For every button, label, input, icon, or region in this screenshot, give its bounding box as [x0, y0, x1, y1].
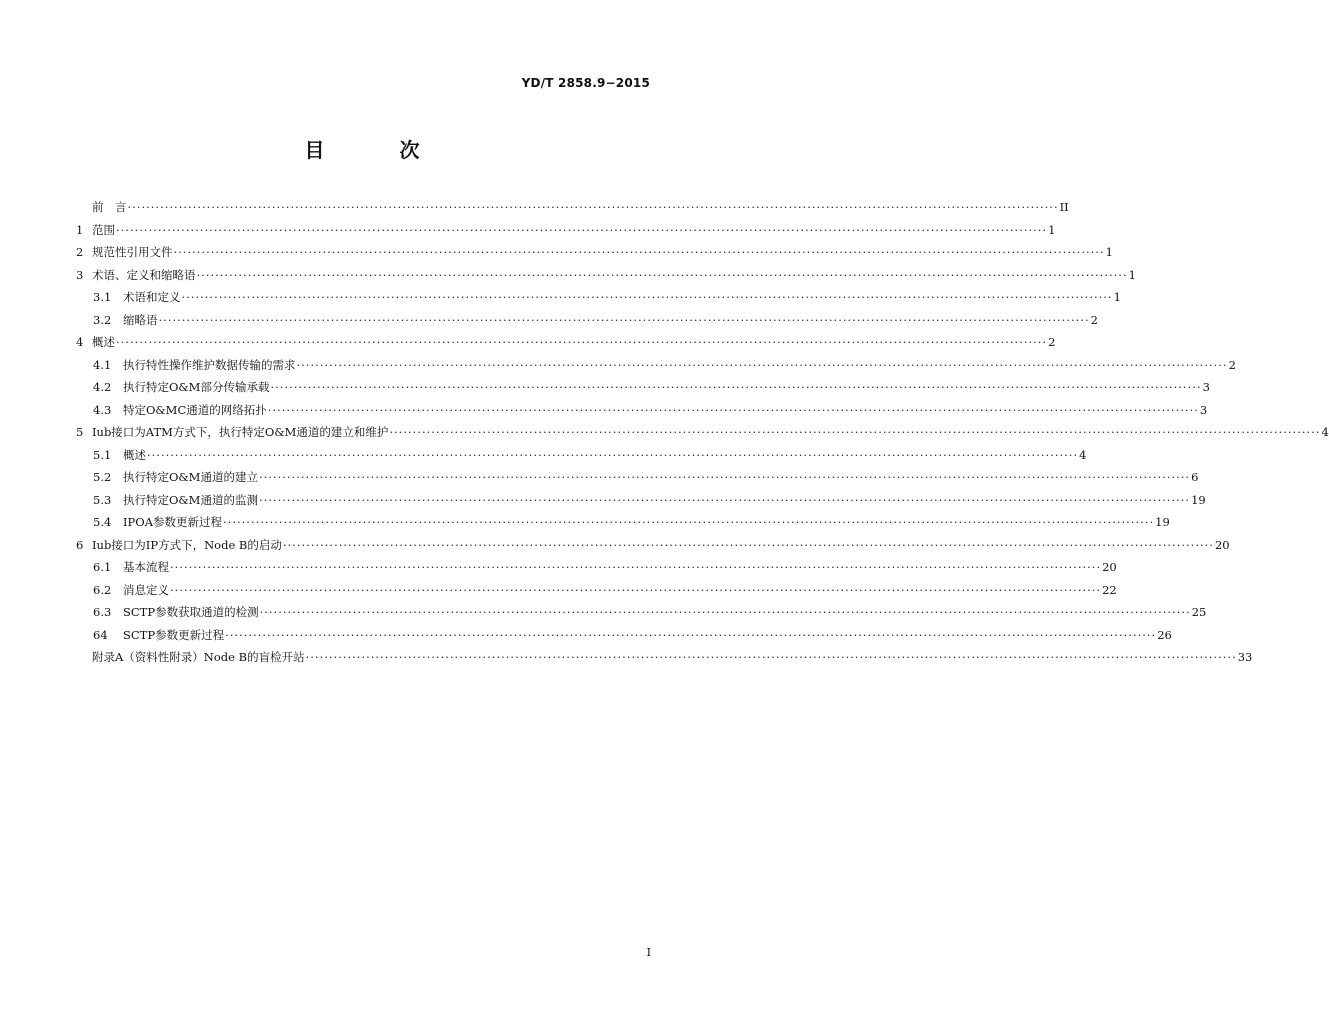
toc-entry[interactable]	[76, 402, 1208, 425]
toc-entry[interactable]	[76, 469, 1199, 492]
toc-entry-page: 1	[1105, 245, 1113, 259]
toc-entry-label: 术语和定义	[123, 290, 181, 304]
toc-entry-number: 4.2	[93, 380, 112, 394]
dot-leader: ········································································································································································································	[270, 380, 1202, 394]
toc-entry-page: 22	[1102, 582, 1117, 597]
toc-entry-page: 19	[1191, 492, 1206, 507]
toc-entry-page: 26	[1157, 627, 1172, 642]
toc-entry-page: II	[1059, 200, 1069, 214]
toc-entry-number: 5.4	[93, 515, 112, 529]
toc-entry[interactable]	[76, 244, 1113, 267]
toc-entry-label: 执行特定O&M部分传输承载	[123, 380, 270, 394]
dot-leader: ········································································································································································································	[173, 245, 1105, 259]
toc-entry[interactable]	[76, 604, 1207, 627]
toc-entry-page: 1	[1128, 267, 1136, 282]
toc-entry[interactable]	[76, 357, 1236, 380]
dot-leader: ········································································································································································································	[267, 402, 1199, 417]
toc-entry-number: 3.2	[93, 312, 112, 327]
toc-entry-page: 1	[1048, 222, 1056, 237]
toc-entry-number: 5.3	[93, 492, 112, 507]
toc-entry-label: SCTP参数获取通道的检测	[123, 605, 259, 619]
toc-entry[interactable]	[76, 559, 1117, 582]
toc-entry[interactable]	[76, 514, 1170, 537]
document-code: YD/T 2858.9−2015	[521, 76, 650, 90]
toc-entry-number: 2	[76, 245, 84, 259]
toc-entry-page: 2	[1090, 312, 1098, 327]
toc-entry[interactable]	[76, 492, 1206, 515]
toc-entry-page: 25	[1191, 605, 1207, 619]
toc-entry[interactable]	[76, 289, 1121, 312]
toc-entry-page: 2	[1228, 357, 1236, 372]
dot-leader: ········································································································································································································	[296, 357, 1228, 372]
dot-leader: ········································································································································································································	[258, 492, 1191, 507]
toc-entry-number: 3	[76, 267, 84, 282]
toc-entry-label: 执行特定O&M通道的监测	[123, 492, 258, 507]
toc-entry[interactable]	[76, 312, 1098, 335]
toc-entry[interactable]	[76, 447, 1087, 470]
dot-leader: ········································································································································································································	[258, 470, 1191, 484]
toc-entry-page: 2	[1048, 335, 1056, 349]
dot-leader: ········································································································································································································	[223, 515, 1155, 529]
dot-leader: ········································································································································································································	[116, 335, 1048, 349]
toc-entry-label: 概述	[92, 335, 115, 349]
toc-entry-label: 范围	[92, 222, 115, 237]
toc-entry[interactable]	[76, 537, 1230, 560]
toc-entry-label: 术语、定义和缩略语	[92, 267, 196, 282]
toc-entry-label: 执行特定O&M通道的建立	[123, 470, 258, 484]
toc-entry[interactable]	[76, 222, 1056, 245]
toc-entry-label: 基本流程	[123, 560, 169, 574]
toc-entry[interactable]	[76, 334, 1056, 357]
toc-entry-label: Iub接口为IP方式下，Node B的启动	[92, 537, 282, 552]
toc-entry-page: 33	[1237, 650, 1253, 664]
toc-entry-number: 5	[76, 425, 84, 439]
dot-leader: ········································································································································································································	[259, 605, 1191, 619]
toc-entry-label: 缩略语	[123, 312, 158, 327]
dot-leader: ········································································································································································································	[389, 425, 1321, 439]
toc-entry-number: 3.1	[93, 290, 112, 304]
toc-entry-number: 6.3	[93, 605, 112, 619]
page-number: I	[646, 946, 651, 959]
toc-entry-page: 4	[1079, 447, 1087, 462]
toc-entry-number: 4.3	[93, 402, 112, 417]
table-of-contents	[76, 199, 1329, 672]
toc-entry-page: 3	[1199, 402, 1208, 417]
toc-entry-page: 4	[1321, 425, 1329, 439]
toc-entry-number: 6	[76, 537, 84, 552]
toc-entry-number: 4.1	[93, 357, 112, 372]
toc-entry[interactable]	[76, 649, 1253, 672]
dot-leader: ········································································································································································································	[181, 290, 1113, 304]
toc-entry[interactable]	[76, 627, 1172, 650]
toc-entry-page: 20	[1214, 537, 1230, 552]
dot-leader: ········································································································································································································	[282, 537, 1214, 552]
toc-entry-label: 消息定义	[123, 582, 169, 597]
dot-leader: ········································································································································································································	[127, 200, 1059, 214]
toc-entry-label: IPOA参数更新过程	[123, 515, 223, 529]
dot-leader: ········································································································································································································	[225, 627, 1157, 642]
dot-leader: ········································································································································································································	[170, 582, 1102, 597]
toc-entry-number: 6.2	[93, 582, 112, 597]
dot-leader: ········································································································································································································	[305, 650, 1237, 664]
dot-leader: ········································································································································································································	[158, 312, 1090, 327]
toc-entry-number: 4	[76, 335, 84, 349]
dot-leader: ········································································································································································································	[170, 560, 1102, 574]
toc-entry-label: 前 言	[92, 200, 127, 214]
toc-entry-page: 1	[1113, 290, 1121, 304]
toc-entry-page: 20	[1102, 560, 1117, 574]
toc-entry-number: 5.1	[93, 447, 112, 462]
toc-entry-number: 1	[76, 222, 84, 237]
toc-entry-label: 概述	[123, 447, 146, 462]
toc-entry-number: 6.1	[93, 560, 112, 574]
toc-entry-page: 3	[1202, 380, 1210, 394]
dot-leader: ········································································································································································································	[116, 222, 1048, 237]
toc-entry[interactable]	[76, 424, 1329, 447]
toc-entry-label: 附录A（资料性附录）Node B的盲检开站	[92, 650, 305, 664]
toc-title: 目 次	[304, 138, 454, 162]
toc-entry[interactable]	[76, 582, 1117, 605]
toc-entry-page: 19	[1155, 515, 1170, 529]
toc-entry-label: 执行特性操作维护数据传输的需求	[123, 357, 296, 372]
toc-entry[interactable]	[76, 267, 1136, 290]
dot-leader: ········································································································································································································	[196, 267, 1128, 282]
toc-entry[interactable]	[76, 379, 1210, 402]
toc-entry-number: 64	[93, 627, 108, 642]
toc-entry-label: SCTP参数更新过程	[123, 627, 225, 642]
toc-entry[interactable]	[76, 199, 1069, 222]
toc-entry-label: 规范性引用文件	[92, 245, 173, 259]
toc-entry-number: 5.2	[93, 470, 112, 484]
toc-entry-label: Iub接口为ATM方式下，执行特定O&M通道的建立和维护	[92, 425, 389, 439]
dot-leader: ········································································································································································································	[147, 447, 1079, 462]
toc-entry-label: 特定O&MC通道的网络拓扑	[123, 402, 267, 417]
toc-entry-page: 6	[1191, 470, 1199, 484]
